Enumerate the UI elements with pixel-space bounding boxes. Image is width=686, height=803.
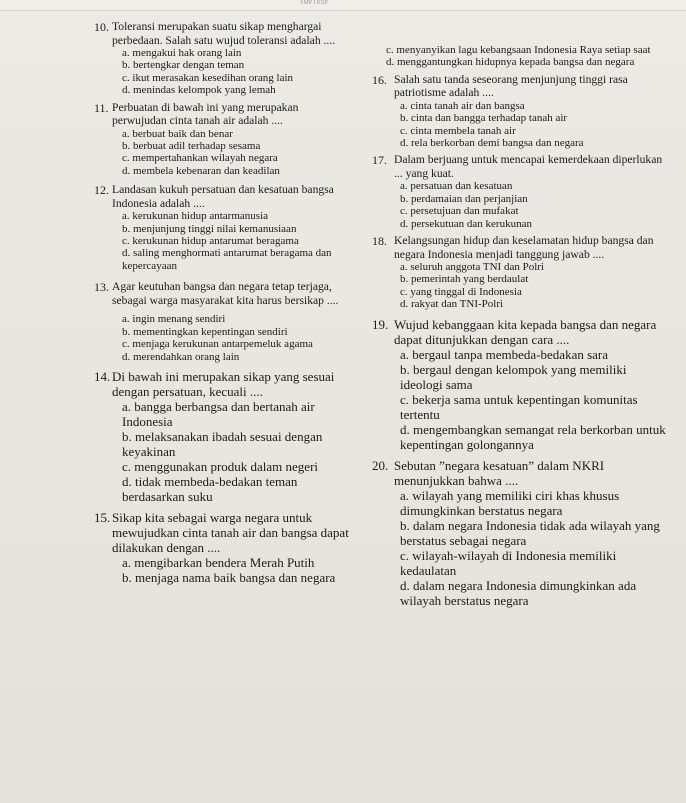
option: a. ingin menang sendiri (122, 313, 226, 326)
option: d. dalam negara Indonesia dimungkinkan ada wilayah berstatus negara (400, 577, 637, 608)
option: a. mengibarkan bendera Merah Putih (122, 554, 315, 570)
option: c. wilayah-wilayah di Indonesia memiliki kedaulatan (400, 547, 617, 578)
option: d. membela kebenaran dan keadilan (122, 164, 280, 177)
option: c. menyanyikan lagu kebangsaan Indonesia Raya setiap saat (386, 44, 651, 56)
question-text: Sebutan ”negara kesatuan” dalam NKRI menunjukkan bahwa .... (394, 457, 605, 488)
right-column (372, 44, 672, 610)
option: c. persetujuan dan mufakat (400, 205, 519, 218)
option: a. kerukunan hidup antarmanusia (122, 210, 269, 223)
option: c. mempertahankan wilayah negara (122, 152, 278, 165)
option: c. menjaga kerukunan antarpemeluk agama (122, 338, 313, 351)
question-13: 13. Agar keutuhan bangsa dan negara tetap terjaga, sebagai warga masyarakat kita harus bersikap .... a. ingin menang sendiri b. mementingkan kepentingan sendiri c. menjaga kerukunan antarpemeluk agama d. merendahkan orang lain (94, 280, 366, 363)
option: d. rela berkorban demi bangsa dan negara (400, 137, 584, 150)
option: d. persekutuan dan kerukunan (400, 217, 532, 230)
question-text: Wujud kebanggaan kita kepada bangsa dan negara dapat ditunjukkan dengan cara .... (394, 316, 657, 347)
option: c. menggunakan produk dalam negeri (122, 458, 319, 474)
option: b. mementingkan kepentingan sendiri (122, 325, 288, 338)
option: d. menggantungkan hidupnya kepada bangsa dan negara (386, 56, 635, 69)
question-10: 10. Toleransi merupakan suatu sikap menghargai perbedaan. Salah satu wujud toleransi adalah .... a. mengakui hak orang lain b. bertengkar dengan teman c. ikut merasakan kesedihan orang lain d. menindas kelompok yang lemah (94, 20, 366, 97)
question-17: 17. Dalam berjuang untuk mencapai kemerdekaan diperlukan ... yang kuat. a. persatuan dan kesatuan b. perdamaian dan perjanjian c. persetujuan dan mufakat d. persekutuan dan kerukunan (372, 153, 672, 230)
option: d. rakyat dan TNI-Polri (400, 298, 504, 311)
question-text: Landasan kukuh persatuan dan kesatuan bangsa Indonesia adalah .... (112, 183, 334, 210)
question-16: 16. Salah satu tanda seseorang menjunjung tinggi rasa patriotisme adalah .... a. cinta tanah air dan bangsa b. cinta dan bangga terhadap tanah air c. cinta membela tanah air d. rela berkorban demi bangsa dan negara (372, 73, 672, 150)
question-11: 11. Perbuatan di bawah ini yang merupakan perwujudan cinta tanah air adalah .... a. berbuat baik dan benar b. berbuat adil terhadap sesama c. mempertahankan wilayah negara d. membela kebenaran dan keadilan (94, 101, 366, 178)
option: a. bergaul tanpa membeda-bedakan sara (400, 346, 609, 362)
option: d. merendahkan orang lain (122, 350, 240, 363)
question-text: Perbuatan di bawah ini yang merupakan perwujudan cinta tanah air adalah .... (112, 100, 299, 128)
question-text: Di bawah ini merupakan sikap yang sesuai dengan persatuan, kecuali .... (112, 368, 335, 399)
option: a. persatuan dan kesatuan (400, 180, 513, 193)
option: b. dalam negara Indonesia tidak ada wilayah yang berstatus sebagai negara (400, 517, 660, 548)
option: b. pemerintah yang berdaulat (400, 273, 529, 286)
top-edge (0, 0, 686, 11)
question-14: 14. Di bawah ini merupakan sikap yang sesuai dengan persatuan, kecuali .... a. bangga berbangsa dan bertanah air Indonesia b. melaksanakan ibadah sesuai dengan keyakinan c. menggunakan produk dalam negeri d. tidak membeda-bedakan teman berdasarkan suku (94, 369, 366, 504)
option: d. saling menghormati antarumat beragama dan kepercayaan (122, 247, 332, 272)
option: c. ikut merasakan kesedihan orang lain (122, 71, 294, 84)
option: b. perdamaian dan perjanjian (400, 192, 528, 205)
option: a. bangga berbangsa dan bertanah air Indonesia (122, 398, 315, 429)
page-stamp: SMP I KSP (300, 0, 328, 6)
option: b. berbuat adil terhadap sesama (122, 140, 261, 153)
option: b. menjunjung tinggi nilai kemanusiaan (122, 222, 297, 235)
option: d. menindas kelompok yang lemah (122, 84, 276, 97)
option: a. wilayah yang memiliki ciri khas khusus dimungkinkan berstatus negara (400, 487, 620, 518)
option: c. yang tinggal di Indonesia (400, 285, 522, 298)
question-text: Agar keutuhan bangsa dan negara tetap terjaga, sebagai warga masyarakat kita harus bersikap .... (112, 280, 339, 307)
option: c. cinta membela tanah air (400, 124, 516, 137)
question-20: 20. Sebutan ”negara kesatuan” dalam NKRI menunjukkan bahwa .... a. wilayah yang memiliki ciri khas khusus dimungkinkan berstatus negara b. dalam negara Indonesia tidak ada wilayah yang berstatus sebagai negara c. wilayah-wilayah di Indonesia memiliki kedaulatan d. dalam negara Indonesia dimungkinkan ada wilayah berstatus negara (372, 458, 672, 608)
option: a. cinta tanah air dan bangsa (400, 99, 525, 112)
question-text: Toleransi merupakan suatu sikap menghargai perbedaan. Salah satu wujud toleransi adalah .... (112, 20, 336, 47)
option: b. menjaga nama baik bangsa dan negara (122, 569, 336, 585)
option: b. melaksanakan ibadah sesuai dengan keyakinan (122, 428, 323, 459)
option: c. kerukunan hidup antarumat beragama (122, 235, 299, 248)
question-18: 18. Kelangsungan hidup dan keselamatan hidup bangsa dan negara Indonesia menjadi tanggung jawab .... a. seluruh anggota TNI dan Polri b. pemerintah yang berdaulat c. yang tinggal di Indonesia d. rakyat dan TNI-Polri (372, 234, 672, 311)
option: d. mengembangkan semangat rela berkorban untuk kepentingan golongannya (400, 421, 666, 452)
left-column (94, 20, 366, 587)
option: a. seluruh anggota TNI dan Polri (400, 261, 544, 274)
option: a. berbuat baik dan benar (122, 127, 233, 140)
question-15-continued (372, 44, 672, 69)
option: a. mengakui hak orang lain (122, 47, 242, 59)
option: d. tidak membeda-bedakan teman berdasarkan suku (122, 473, 298, 504)
question-19: 19. Wujud kebanggaan kita kepada bangsa dan negara dapat ditunjukkan dengan cara .... a. bergaul tanpa membeda-bedakan sara b. bergaul dengan kelompok yang memiliki ideologi sama c. bekerja sama untuk kepentingan komunitas tertentu d. mengembangkan semangat rela berkorban untuk kepentingan golongannya (372, 317, 672, 452)
question-12: 12. Landasan kukuh persatuan dan kesatuan bangsa Indonesia adalah .... a. kerukunan hidup antarmanusia b. menjunjung tinggi nilai kemanusiaan c. kerukunan hidup antarumat beragama d. saling menghormati antarumat beragama dan kepercayaan (94, 183, 366, 272)
option: b. bergaul dengan kelompok yang memiliki ideologi sama (400, 361, 627, 392)
question-text: Kelangsungan hidup dan keselamatan hidup bangsa dan negara Indonesia menjadi tanggung jawab .... (394, 234, 654, 261)
question-text: Salah satu tanda seseorang menjunjung tinggi rasa patriotisme adalah .... (394, 72, 628, 100)
question-text: Sikap kita sebagai warga negara untuk mewujudkan cinta tanah air dan bangsa dapat dilakukan dengan .... (112, 509, 349, 555)
option: c. bekerja sama untuk kepentingan komunitas tertentu (400, 391, 638, 422)
option: b. bertengkar dengan teman (122, 59, 245, 72)
question-text: Dalam berjuang untuk mencapai kemerdekaan diperlukan ... yang kuat. (394, 153, 663, 180)
option: b. cinta dan bangga terhadap tanah air (400, 112, 568, 125)
question-15: 15. Sikap kita sebagai warga negara untuk mewujudkan cinta tanah air dan bangsa dapat dilakukan dengan .... a. mengibarkan bendera Merah Putih b. menjaga nama baik bangsa dan negara (94, 510, 366, 585)
